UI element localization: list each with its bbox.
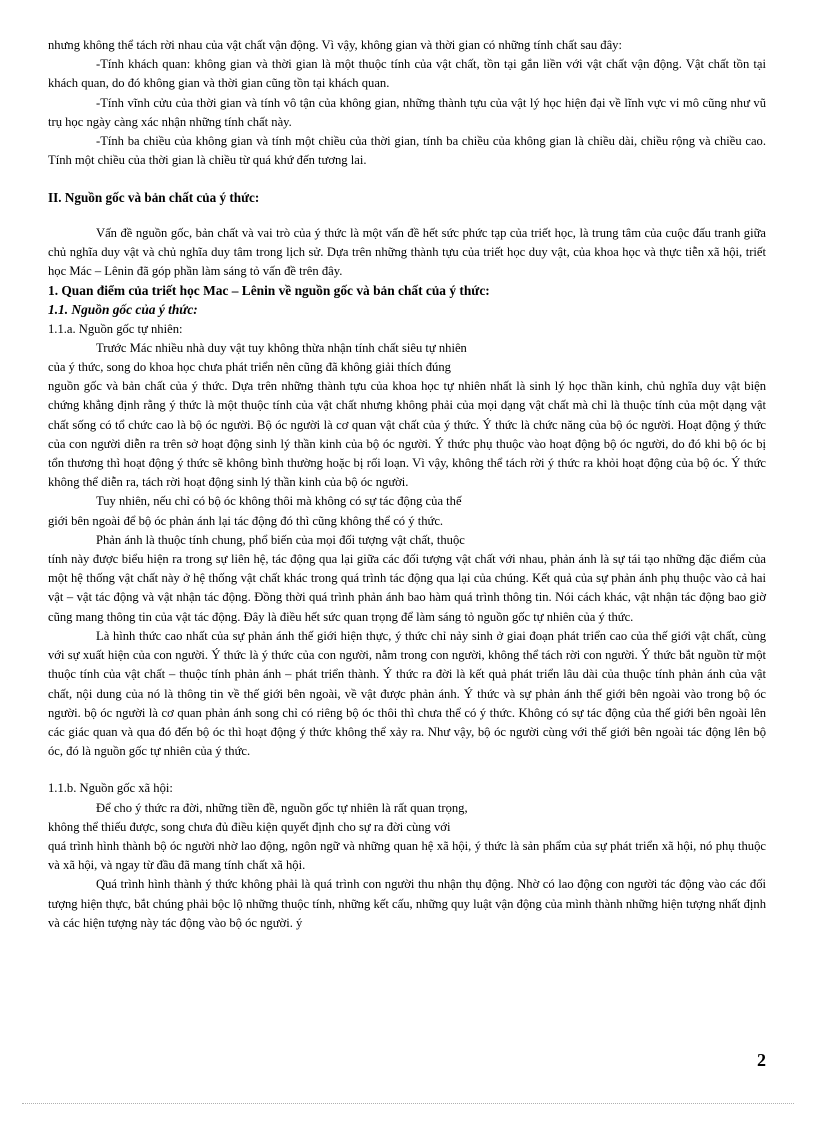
subheading: 1.1.a. Nguồn gốc tự nhiên:	[48, 321, 183, 336]
subheading: 1.1.b. Nguồn gốc xã hội:	[48, 781, 173, 796]
paragraph: Vấn đề nguồn gốc, bản chất và vai trò của ý thức là một vấn đề hết sức phức tạp của triết học, là trung tâm của cuộc đấu tranh giữa chủ nghĩa duy vật và chủ nghĩa duy tâm trong lịch sử. Dựa trên những thành tựu của triết học duy vật, của khoa học và thực tiễn xã hội, triết học Mác – Lênin đã góp phần làm sáng tỏ vấn đề trên đây.	[48, 225, 766, 279]
section-heading: II. Nguồn gốc và bản chất của ý thức:	[48, 190, 260, 206]
paragraph-line: Để cho ý thức ra đời, những tiền đề, nguồn gốc tự nhiên là rất quan trọng,	[96, 800, 468, 815]
paragraph-line: không thể thiếu được, song chưa đủ điều kiện quyết định cho sự ra đời cùng với	[48, 819, 451, 834]
page-number: 2	[757, 1050, 766, 1070]
paragraph: -Tính khách quan: không gian và thời gian là một thuộc tính của vật chất, tồn tại gắn liền với vật chất vận động. Vật chất tồn tại khách quan, do đó không gian và thời gian cũng tồn tại khách quan.	[48, 57, 766, 91]
paragraph: -Tính vĩnh cửu của thời gian và tính vô tận của không gian, những thành tựu của vật lý học hiện đại về lĩnh vực vi mô cũng như vũ trụ học ngày càng xác nhận những tính chất này.	[48, 95, 766, 129]
paragraph: quá trình hình thành bộ óc người nhờ lao động, ngôn ngữ và những quan hệ xã hội, ý thức là sản phẩm của sự phát triển xã hội, nó phụ thuộc và xã hội, và ngay từ đầu đã mang tính chất xã hội.	[48, 838, 766, 873]
footer-divider	[22, 1103, 794, 1104]
paragraph: Là hình thức cao nhất của sự phản ánh thế giới hiện thực, ý thức chỉ nảy sinh ở giai đoạn phát triển cao của thế giới vật chất, cùng với sự xuất hiện của con người. Ý thức là ý thức của con người, nằm trong con người, không thể tách rời con người. Ý thức bắt nguồn từ một thuộc tính của vật chất – thuộc tính phản ánh – phát triển thành. Ý thức ra đời là kết quả phát triển lâu dài của thuộc tính phản ánh của vật chất, nội dung của nó là thông tin về thế giới bên ngoài, về vật được phản ánh. Ý thức và sự phản ánh thế giới bên ngoài vào trong bộ óc người. bộ óc người là cơ quan phản ánh song chỉ có riêng bộ óc thôi thì chưa thể có ý thức. Không có sự tác động của thế giới bên ngoài lên các giác quan và qua đó đến bộ óc thì hoạt động ý thức không thể xảy ra. Như vậy, bộ óc người cùng với thế giới bên ngoài tác động lên bộ óc, đó là nguồn gốc tự nhiên của ý thức.	[48, 628, 766, 759]
paragraph: -Tính ba chiều của không gian và tính một chiều của thời gian, tính ba chiều của không gian là chiều dài, chiều rộng và chiều cao. Tính một chiều của thời gian là chiều từ quá khứ đến tương lai.	[48, 134, 766, 168]
paragraph-line: Trước Mác nhiều nhà duy vật tuy không thừa nhận tính chất siêu tự nhiên	[96, 340, 467, 355]
paragraph: nguồn gốc và bản chất của ý thức. Dựa trên những thành tựu của khoa học tự nhiên nhất là sinh lý học thần kinh, chủ nghĩa duy vật biện chứng khẳng định rằng ý thức là một thuộc tính của vật chất nhưng không phải của mọi dạng vật chất mà chỉ là thuộc tính của một dạng vật chất sống có tổ chức cao là bộ óc người. Bộ óc người là cơ quan vật chất của ý thức. Ý thức là chức năng của bộ óc người. Hoạt động ý thức của con người diễn ra trên sở hoạt động sinh lý thần kinh của bộ óc người. Ý thức phụ thuộc vào hoạt động bộ óc người, do đó khi bộ óc bị tổn thương thì hoạt động ý thức sẽ không bình thường hoặc bị rối loạn. Vì vậy, không thể tách rời ý thức ra khỏi hoạt động của bộ óc. Ý thức không thể diễn ra, tách rời hoạt động sinh lý thần kinh của bộ óc người.	[48, 379, 766, 490]
subsection-heading: 1. Quan điểm của triết học Mac – Lênin về nguồn gốc và bản chất của ý thức:	[48, 283, 490, 299]
subsubsection-heading: 1.1. Nguồn gốc của ý thức:	[48, 302, 198, 318]
paragraph-line: Tuy nhiên, nếu chỉ có bộ óc không thôi mà không có sự tác động của thế	[96, 494, 462, 509]
paragraph-line: của ý thức, song do khoa học chưa phát triển nên cũng đã không giải thích đúng	[48, 360, 451, 375]
document-page	[48, 36, 766, 933]
paragraph-line: giới bên ngoài để bộ óc phản ánh lại tác động đó thì cũng không thể có ý thức.	[48, 513, 444, 528]
paragraph: Quá trình hình thành ý thức không phải là quá trình con người thu nhận thụ động. Nhờ có lao động con người tác động vào các đối tượng hiện thực, bắt chúng phải bộc lộ những thuộc tính, những kết cấu, những quy luật vận động của mình thành những hiện tượng nhất định và các hiện tượng này tác động vào bộ óc người. ý	[48, 877, 766, 930]
paragraph-line: Phản ánh là thuộc tính chung, phổ biến của mọi đối tượng vật chất, thuộc	[96, 532, 465, 547]
paragraph: nhưng không thể tách rời nhau của vật chất vận động. Vì vậy, không gian và thời gian có những tính chất sau đây:	[48, 38, 622, 52]
paragraph: tính này được biểu hiện ra trong sự liên hệ, tác động qua lại giữa các đối tượng vật chất với nhau, phản ánh là sự tái tạo những đặc điểm của một hệ thống vật chất này ở hệ thống vật chất khác trong quá trình tác động qua lại của chúng. Kết quả của sự phản ánh phụ thuộc vào cả hai vật – vật tác động và vật nhận tác động. Đồng thời quá trình phản ánh bao hàm quá trình thông tin. Nói cách khác, vật nhận tác động bao giờ cũng mang thông tin của vật tác động. Đây là điều hết sức quan trọng để làm sáng tỏ nguồn gốc tự nhiên của ý thức.	[48, 552, 766, 624]
